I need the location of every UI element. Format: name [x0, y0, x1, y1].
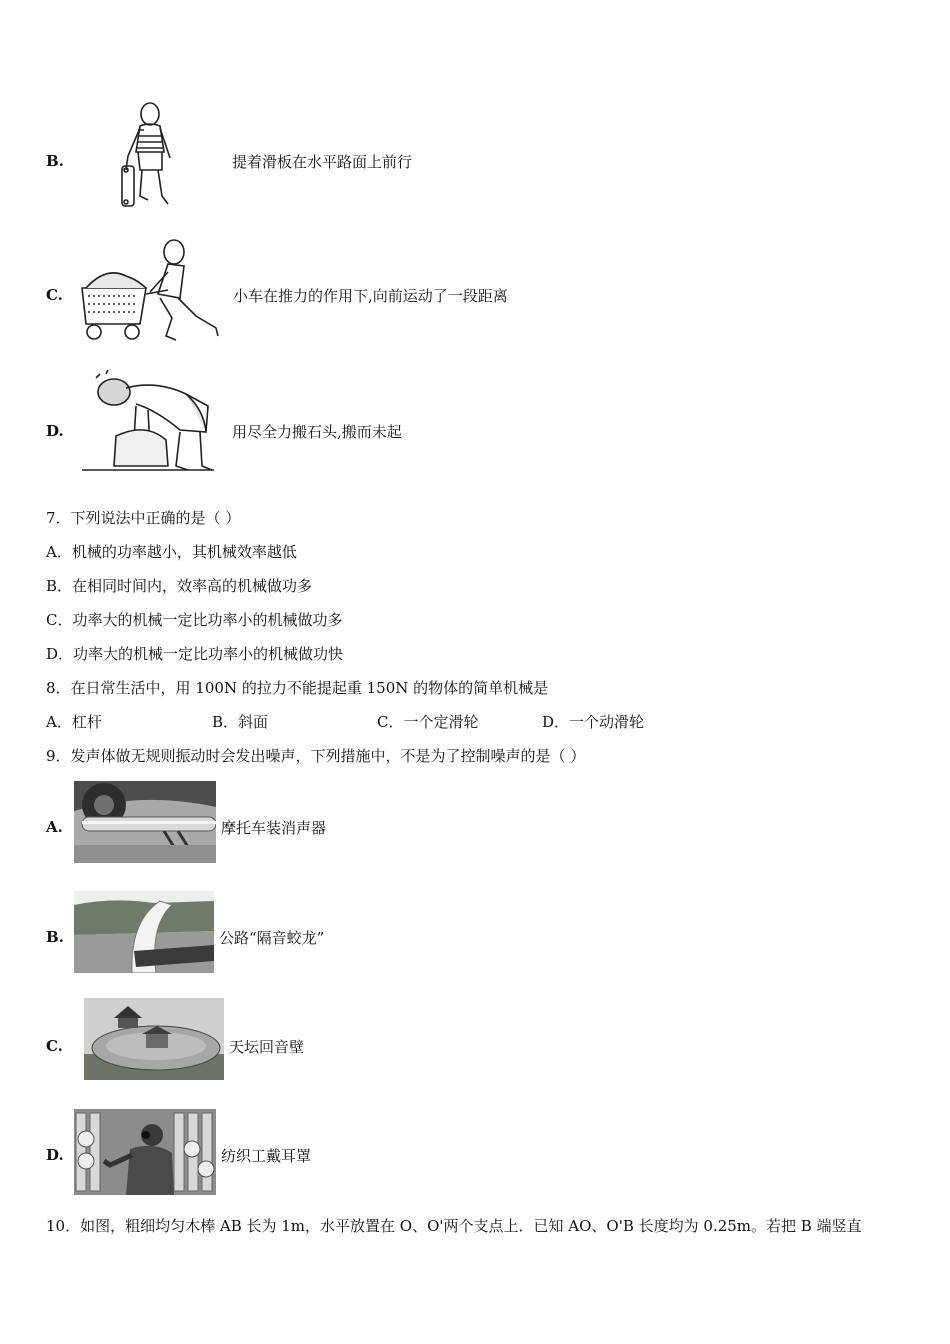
- q9-option-b-text: 公路“隔音蛟龙”: [219, 929, 325, 947]
- q6-option-d-label: D.: [46, 422, 64, 440]
- q7-option-b: B．在相同时间内，效率高的机械做功多: [46, 577, 313, 595]
- q9-option-a-text: 摩托车装消声器: [221, 819, 327, 837]
- q7-option-d: D．功率大的机械一定比功率小的机械做功快: [46, 645, 344, 663]
- q10-stem: 10．如图，粗细均匀木棒 AB 长为 1m，水平放置在 O、O'两个支点上．已知 AO、O'B 长度均为 0.25m。若把 B 端竖直: [46, 1217, 862, 1235]
- q6-option-b-text: 提着滑板在水平路面上前行: [232, 153, 413, 171]
- q6-option-d-text: 用尽全力搬石头,搬而未起: [232, 423, 402, 441]
- q9-option-c-label: C.: [46, 1037, 63, 1055]
- q6-option-c-text: 小车在推力的作用下,向前运动了一段距离: [233, 287, 508, 305]
- q9-option-a-label: A.: [46, 818, 63, 836]
- q7-option-a: A．机械的功率越小，其机械效率越低: [46, 543, 297, 561]
- highway-sound-barrier-image: [74, 891, 214, 973]
- q6-option-c-label: C.: [46, 286, 63, 304]
- q8-stem: 8．在日常生活中，用 100N 的拉力不能提起重 150N 的物体的简单机械是: [46, 679, 549, 697]
- q8-option-b: B．斜面: [212, 713, 269, 731]
- q9-option-c-text: 天坛回音壁: [229, 1038, 305, 1056]
- q8-option-c: C．一个定滑轮: [377, 713, 479, 731]
- q9-option-d-label: D.: [46, 1146, 64, 1164]
- girl-lifting-rock-image: [76, 370, 216, 478]
- q9-option-d-text: 纺织工戴耳罩: [221, 1147, 312, 1165]
- q8-option-a: A．杠杆: [46, 713, 102, 731]
- textile-worker-image: [74, 1109, 216, 1195]
- q9-stem: 9．发声体做无规则振动时会发出噪声，下列措施中，不是为了控制噪声的是（ ）: [46, 747, 586, 765]
- q6-option-b-label: B.: [46, 152, 64, 170]
- q9-option-b-label: B.: [46, 928, 64, 946]
- temple-of-heaven-image: [84, 998, 224, 1080]
- q7-option-c: C．功率大的机械一定比功率小的机械做功多: [46, 611, 343, 629]
- man-pushing-cart-image: [76, 236, 226, 344]
- boy-carrying-skateboard-image: [118, 100, 178, 212]
- q8-option-d: D．一个动滑轮: [542, 713, 645, 731]
- motorcycle-muffler-image: [74, 781, 216, 863]
- q7-stem: 7．下列说法中正确的是（ ）: [46, 509, 241, 527]
